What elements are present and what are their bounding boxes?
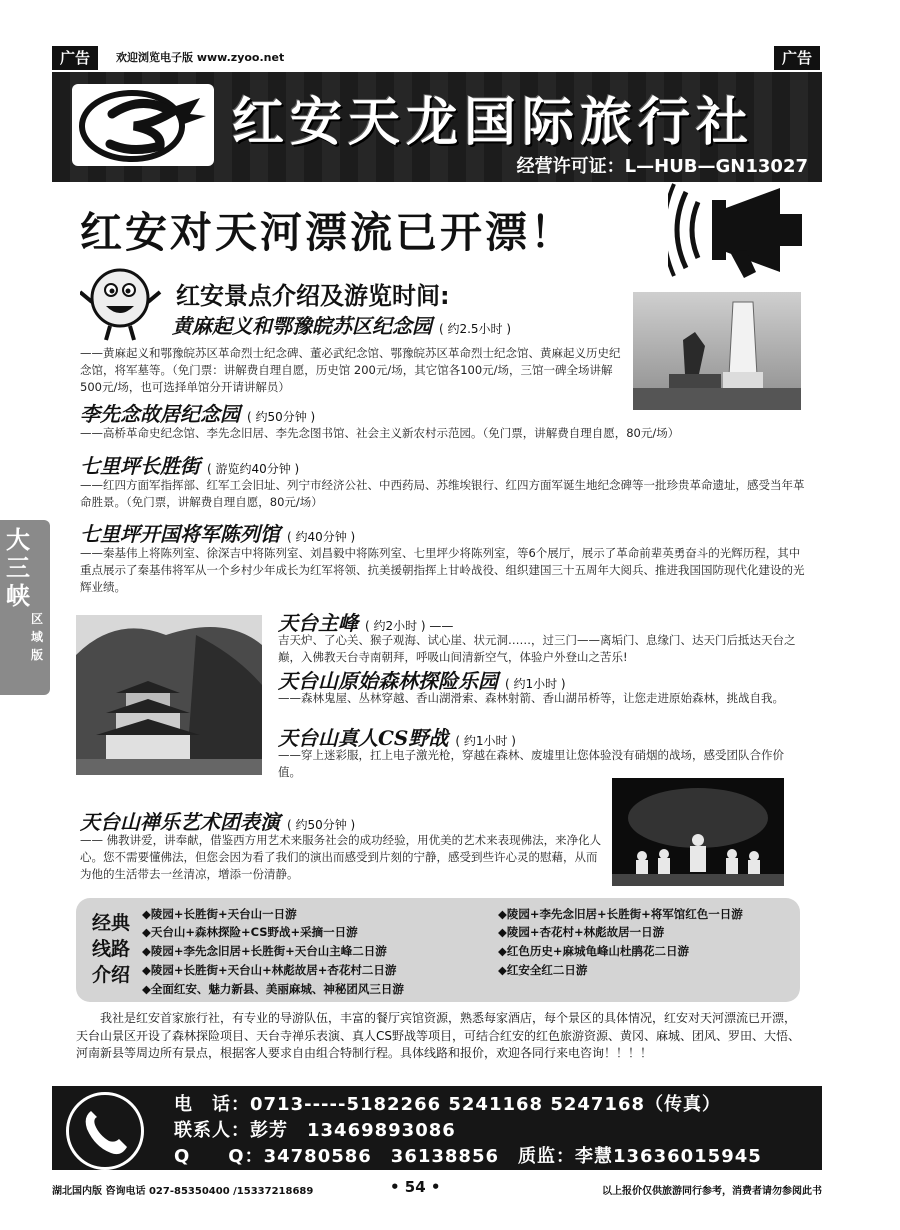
section-duration-2: ( 约50分钟 ) (246, 410, 316, 424)
footer (52, 1178, 822, 1200)
route-right-4: ◆红安全红二日游 (498, 963, 588, 977)
section-duration-4: ( 约40分钟 ) (286, 530, 356, 544)
section-text-7: ——穿上迷彩服，扛上电子激光枪，穿越在森林、废墟里让您体验没有硝烟的战场，感受团队合作价值。 (278, 748, 784, 779)
section-title-3: 七里坪长胜街 ( 游览约40分钟 ) (80, 454, 300, 478)
ad-tag-right: 广告 (774, 46, 820, 70)
mascot-icon (80, 262, 162, 342)
section-text-3: ——红四方面军指挥部、红军工会旧址、列宁市经济公社、中西药局、苏维埃银行、红四方面军诞生地纪念碑等一批珍贵革命遗址，感受当年革命胜景。（免门票，讲解费自理自愿，80元/场） (80, 478, 805, 509)
agency-intro: 我社是红安首家旅行社，有专业的导游队伍，丰富的餐厅宾馆资源，熟悉每家酒店，每个景区的具体情况，红安对天河漂流已开漂，天台山景区开设了森林探险项目、天台寺禅乐表演、真人CS野战等项目，可结合红安的红色旅游资源、黄冈、麻城、团风、罗田、大悟、河南新县等周边所有景点，根据客人要求自由组合特制行程。具体线路和报价，欢迎各同行来电咨询！！！！ (76, 1011, 801, 1060)
section-text-8: —— 佛教讲爱，讲奉献，借鉴西方用艺术来服务社会的成功经验，用优美的艺术来表现佛法，来净化人心。您不需要懂佛法，但您会因为看了我们的演出而感受到片刻的宁静，感受到些许心灵的慰藉，从而为他的生活带去一丝清凉，增添一份清静。 (80, 833, 602, 881)
phone-icon (66, 1092, 144, 1170)
section-duration-8: ( 约50分钟 ) (286, 818, 356, 832)
section-subhead: 红安景点介绍及游览时间: (176, 282, 450, 310)
side-tab (0, 520, 50, 695)
route-left-1: ◆陵园+长胜街+天台山一日游 (142, 907, 297, 921)
top-bar (52, 45, 820, 71)
side-tab-edition: 区域版 (31, 612, 44, 662)
contact-qq: Q Q：34780586 36138856 质监：李慧13636015945 (174, 1146, 762, 1167)
pagoda-photo (76, 615, 262, 775)
footer-left: 湖北国内版 咨询电话 027-85350400 /15337218689 (52, 1186, 314, 1197)
company-name: 红安天龙国际旅行社 (232, 92, 755, 153)
route-left-5: ◆全面红安、魅力新县、美丽麻城、神秘团风三日游 (142, 982, 404, 996)
routes-label: 经典线路介绍 (92, 912, 131, 986)
section-duration-6: ( 约1小时 ) (504, 677, 566, 691)
section-duration-5: ( 约2小时 ) —— (364, 619, 454, 633)
contact-bar (52, 1086, 822, 1170)
section-title-1: 黄麻起义和鄂豫皖苏区纪念园 ( 约2.5小时 ) (172, 314, 512, 338)
section-text-1: ——黄麻起义和鄂豫皖苏区革命烈士纪念碑、董必武纪念馆、鄂豫皖苏区革命烈士纪念馆、黄麻起义历史纪念馆，将军墓等。（免门票：讲解费自理自愿，历史馆 200元/场，其它馆各100元/场，三馆一碑全场讲解500元/场，也可选择单馆分开请讲解员） (80, 346, 621, 394)
license-number: 经营许可证：L—HUB—GN13027 (516, 156, 808, 177)
dragon-logo-icon (72, 84, 214, 166)
section-duration-7: ( 约1小时 ) (455, 734, 516, 748)
section-text-6: ——森林鬼屋、丛林穿越、香山湖滑索、森林射箭、香山湖吊桥等，让您走进原始森林，挑战自我。 (278, 691, 784, 705)
route-right-1: ◆陵园+李先念旧居+长胜街+将军馆红色一日游 (498, 907, 743, 921)
section-duration-3: ( 游览约40分钟 ) (206, 462, 300, 476)
route-left-3: ◆陵园+李先念旧居+长胜街+天台山主峰二日游 (142, 944, 387, 958)
route-left-2: ◆天台山+森林探险+CS野战+采摘一日游 (142, 925, 358, 939)
route-left-4: ◆陵园+长胜街+天台山+林彪故居+杏花村二日游 (142, 963, 397, 977)
section-title-6: 天台山原始森林探险乐园 ( 约1小时 ) (278, 669, 566, 693)
monument-photo (633, 292, 801, 410)
route-right-3: ◆红色历史+麻城龟峰山杜鹃花二日游 (498, 944, 689, 958)
contact-phone: 电 话：0713-----5182266 5241168 5247168（传真） (174, 1094, 721, 1115)
section-title-2: 李先念故居纪念园 ( 约50分钟 ) (80, 402, 316, 426)
side-tab-title: 大三峡 (6, 525, 30, 610)
footer-right: 以上报价仅供旅游同行参考，消费者请勿参阅此书 (602, 1186, 822, 1197)
section-title-4: 七里坪开国将军陈列馆 ( 约40分钟 ) (80, 522, 356, 546)
section-title-8: 天台山禅乐艺术团表演 ( 约50分钟 ) (80, 810, 356, 834)
section-title-7: 天台山真人CS野战 ( 约1小时 ) (278, 726, 516, 750)
ad-tag-left: 广告 (52, 46, 98, 70)
section-text-5: 吉天炉、了心关、猴子观海、试心崖、状元洞……，过三门——离垢门、息缘门、达天门后抵达天台之巅，入佛教天台寺南朝拜，呼吸山间清新空气，体验户外登山之苦乐! (278, 633, 796, 664)
megaphone-icon (668, 180, 813, 280)
headline: 红安对天河漂流已开漂！ (80, 208, 576, 257)
performance-photo (612, 778, 784, 886)
contact-person: 联系人：彭芳 13469893086 (174, 1120, 456, 1141)
page-number: • 54 • (390, 1178, 441, 1196)
section-text-2: ——高桥革命史纪念馆、李先念旧居、李先念图书馆、社会主义新农村示范园。（免门票，讲解费自理自愿，80元/场） (80, 426, 680, 440)
site-url: 欢迎浏览电子版 www.zyoo.net (116, 51, 285, 64)
classic-routes (76, 898, 800, 1002)
section-duration-1: ( 约2.5小时 ) (438, 322, 512, 336)
section-text-4: ——秦基伟上将陈列室、徐深吉中将陈列室、刘昌毅中将陈列室、七里坪少将陈列室，等6个展厅，展示了革命前辈英勇奋斗的光辉历程，其中重点展示了秦基伟将军从一个乡村少年成长为红军将领、抗美援朝指挥上甘岭战役、组织建国三十五周年大阅兵、推进我国国防现代化建设的光辉业绩。 (80, 546, 805, 594)
company-banner (52, 72, 822, 182)
section-title-5: 天台主峰 ( 约2小时 ) —— (278, 611, 454, 635)
route-right-2: ◆陵园+杏花村+林彪故居一日游 (498, 925, 665, 939)
